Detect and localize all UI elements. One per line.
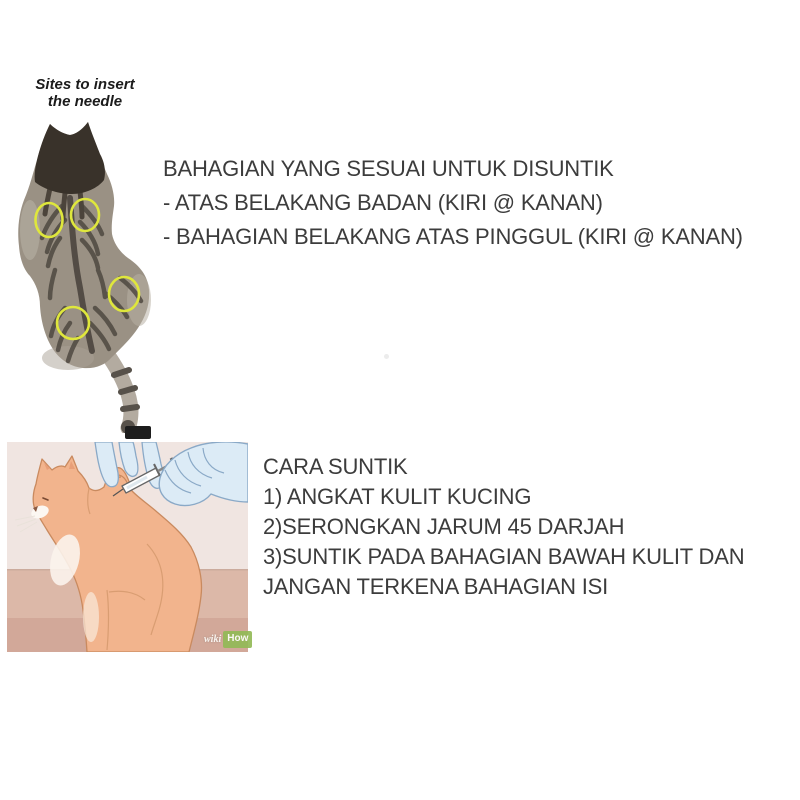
wikihow-watermark-how: How xyxy=(223,631,252,648)
faint-dot xyxy=(384,354,389,359)
suitable-sites-bullet-1: - ATAS BELAKANG BADAN (KIRI @ KANAN) xyxy=(163,190,603,215)
suitable-sites-text xyxy=(163,152,788,254)
injection-step-1: 1) ANGKAT KULIT KUCING xyxy=(263,484,532,509)
wikihow-watermark xyxy=(204,631,252,648)
injection-steps-text xyxy=(263,452,783,602)
injection-step-3-continued: JANGAN TERKENA BAHAGIAN ISI xyxy=(263,574,609,599)
photo-caption xyxy=(24,76,146,110)
injection-step-3: 3)SUNTIK PADA BAHAGIAN BAWAH KULIT DAN xyxy=(263,544,745,569)
syringe-plunger-artifact xyxy=(125,426,151,439)
cat-head xyxy=(35,122,105,194)
cat-injection-sites-photo xyxy=(10,118,165,433)
cat-tail xyxy=(110,358,137,433)
photo-caption-line2: the needle xyxy=(47,93,123,110)
orange-cat-leg-highlight xyxy=(83,592,99,642)
injection-step-2: 2)SERONGKAN JARUM 45 DARJAH xyxy=(263,514,625,539)
suitable-sites-bullet-2: - BAHAGIAN BELAKANG ATAS PINGGUL (KIRI @ KANAN) xyxy=(163,224,743,249)
injection-technique-illustration xyxy=(7,442,248,652)
suitable-sites-heading: BAHAGIAN YANG SESUAI UNTUK DISUNTIK xyxy=(163,156,614,181)
wikihow-watermark-wiki: wiki xyxy=(204,633,222,645)
injection-steps-heading: CARA SUNTIK xyxy=(263,454,408,479)
photo-caption-line1: Sites to insert xyxy=(35,76,135,93)
